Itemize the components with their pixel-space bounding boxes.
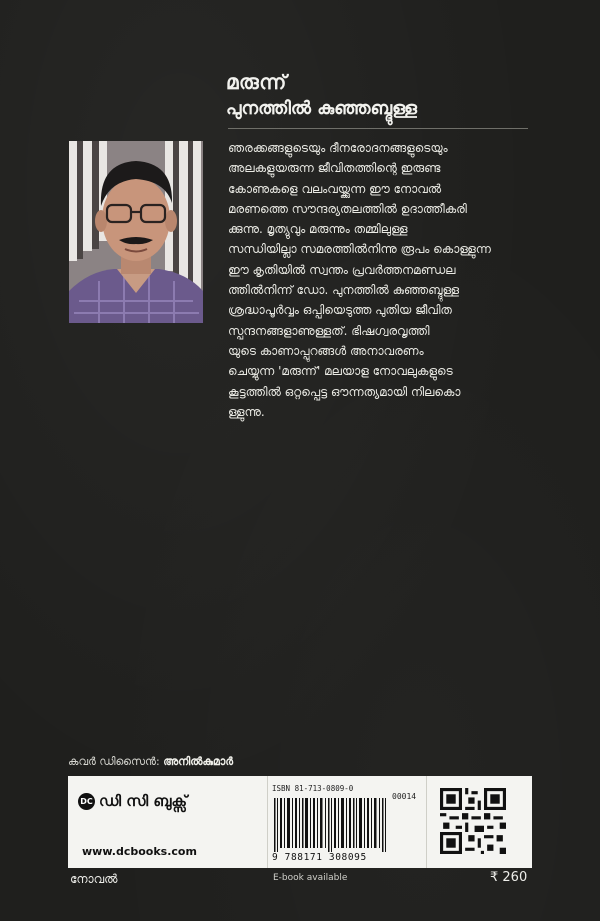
description-line: സ്പന്ദനങ്ങളാണുള്ളത്. ഭിഷഗ്വരവൃത്തി [228, 323, 430, 338]
panel-divider [426, 776, 427, 868]
description-line: ഞരക്കങ്ങളുടെയും ദീനരോദനങ്ങളുടെയും [228, 141, 448, 155]
book-description [228, 138, 528, 422]
barcode [274, 798, 390, 852]
book-price: ₹ 260 [490, 870, 528, 885]
author-photo [69, 141, 203, 323]
dc-logo-icon: DC [78, 793, 95, 810]
description-line: കോണുകളെ വലംവയ്ക്കുന്ന ഈ നോവൽ [228, 181, 442, 196]
barcode-number: 9 788171 308095 [272, 852, 367, 863]
description-line: യുടെ കാണാപ്പുറങ്ങൾ അനാവരണം [228, 343, 424, 358]
description-line: സന്ധിയില്ലാ സമരത്തിൽനിന്നു രൂപം കൊള്ളുന്ന [228, 242, 491, 257]
publisher-panel [68, 776, 532, 868]
publisher-website[interactable]: www.dcbooks.com [82, 845, 197, 858]
author-name: പുനത്തിൽ കുഞ്ഞബ്ദുള്ള [226, 98, 417, 119]
description-line: ഈ കൃതിയിൽ സ്വന്തം പ്രവർത്തനമണ്ഡല [228, 262, 456, 277]
description-line: മരണത്തെ സൗന്ദര്യതലത്തിൽ ഉദാത്തീകരി [228, 201, 467, 216]
cover-design-label: കവർ ഡിസൈൻ: [68, 755, 160, 768]
book-title: മരുന്ന് [226, 70, 287, 94]
isbn-label: ISBN 81-713-0809-0 [272, 784, 354, 793]
description-line: കൂട്ടത്തിൽ ഒറ്റപ്പെട്ട ഔന്നത്യമായി നിലകൊ [228, 384, 461, 399]
description-line: അലകളുയരുന്ന ജീവിതത്തിന്റെ ഇരുണ്ട [228, 161, 441, 176]
description-line: ക്കുന്നു. മൃത്യുവും മരുന്നും തമ്മിലുള്ള [228, 222, 408, 237]
ebook-availability: E-book available [273, 873, 348, 883]
description-line: ശ്രദ്ധാപൂർവ്വം ഒപ്പിയെടുത്ത പുതിയ ജീവിത [228, 303, 452, 318]
qr-code[interactable] [440, 788, 506, 854]
description-line: ള്ളുന്നു. [228, 404, 265, 419]
publisher-logo [78, 792, 187, 810]
publisher-name: ഡി സി ബുക്സ് [99, 792, 188, 810]
title-divider [228, 128, 528, 129]
cover-designer-name: അനിൽകുമാർ [163, 755, 234, 768]
cover-design-credit [68, 755, 233, 769]
book-category: നോവൽ [70, 872, 118, 886]
description-line: ത്തിൽനിന്ന് ഡോ. പുനത്തിൽ കുഞ്ഞബ്ദുള്ള [228, 283, 460, 298]
description-line: ചെയ്യുന്ന 'മരുന്ന്' മലയാള നോവലുകളുടെ [228, 364, 453, 379]
price-code: 00014 [392, 792, 417, 801]
panel-divider [267, 776, 268, 868]
